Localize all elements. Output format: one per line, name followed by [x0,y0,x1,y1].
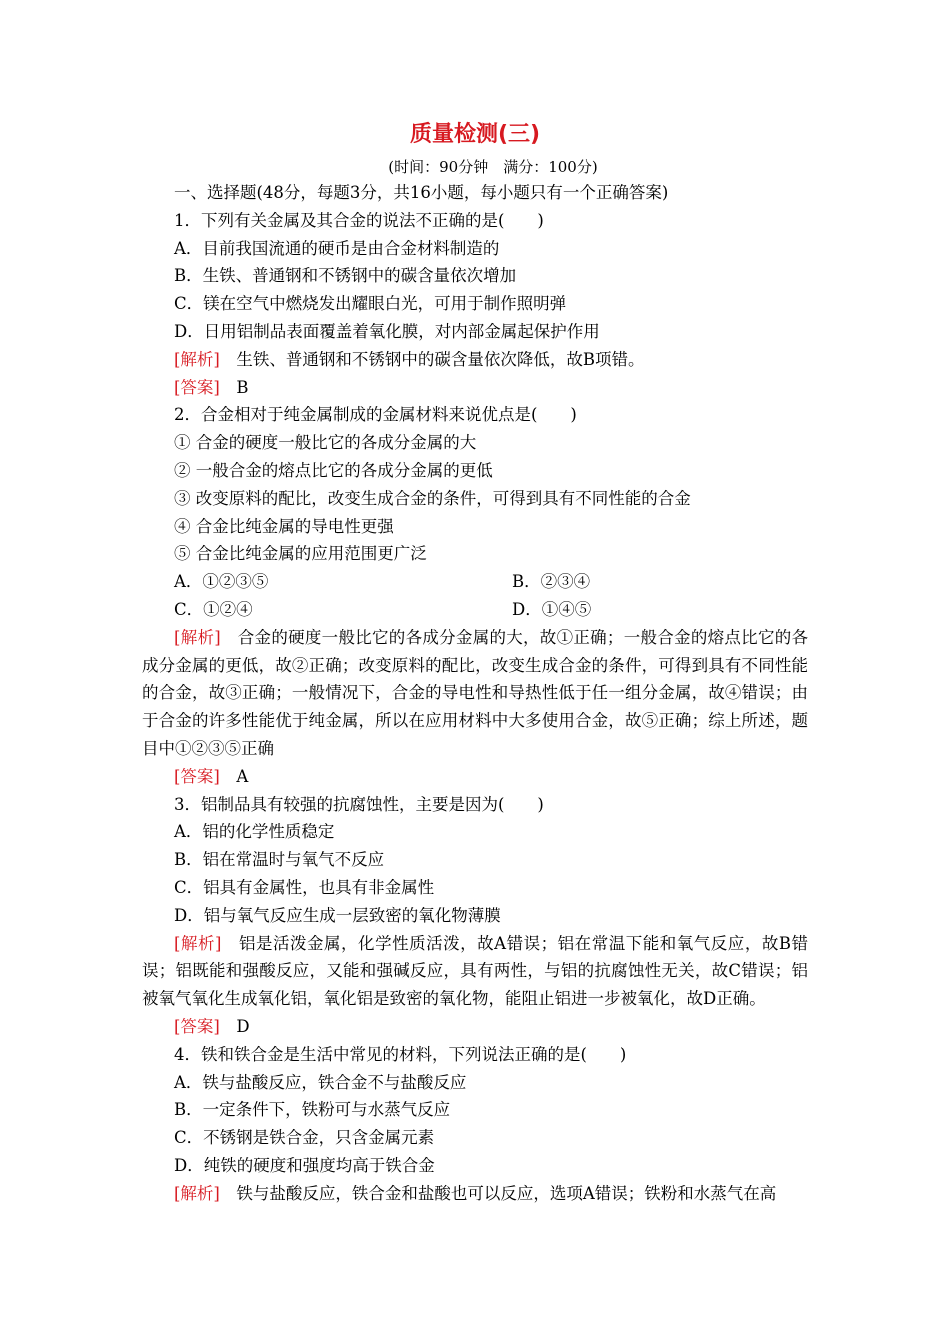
answer-tag: [答案] [174,1016,220,1036]
document-body [142,179,808,1207]
question-2-statement-5: ⑤ 合金比纯金属的应用范围更广泛 [174,544,427,564]
answer-text: B [219,377,249,397]
answer-text: A [219,766,249,786]
analysis-text: 铁与盐酸反应，铁合金和盐酸也可以反应，选项A错误；铁粉和水蒸气在高 [219,1183,777,1203]
answer-tag: [答案] [174,377,220,397]
question-4-option-a: A．铁与盐酸反应，铁合金不与盐酸反应 [174,1072,467,1092]
question-2-option-a: A．①②③⑤ [174,572,269,592]
question-2-statement-1: ① 合金的硬度一般比它的各成分金属的大 [174,433,477,453]
question-3-option-d: D．铝与氧气反应生成一层致密的氧化物薄膜 [174,905,501,925]
analysis-tag: [解析] [174,1183,220,1203]
question-2-option-d: D．①④⑤ [512,599,592,619]
question-2-option-c: C．①②④ [174,599,253,619]
question-2-option-b: B．②③④ [512,572,591,592]
question-3-option-a: A．铝的化学性质稳定 [174,822,335,842]
question-4-option-c: C．不锈钢是铁合金，只含金属元素 [174,1128,435,1148]
analysis-text: 合金的硬度一般比它的各成分金属的大，故①正确；一般合金的熔点比它的各成分金属的更低，故②正确；改变原料的配比，改变生成合金的条件，可得到具有不同性能的合金，故③正确；一般情况下，合金的导电性和导热性低于任一组分金属，故④错误；由于合金的许多性能优于纯金属，所以在应用材料中大多使用合金，故⑤正确；综上所述，题目中①②③⑤正确 [142,627,809,758]
question-2-analysis [142,624,808,763]
question-3-stem: 3．铝制品具有较强的抗腐蚀性，主要是因为( ) [174,794,544,814]
question-1-option-c: C．镁在空气中燃烧发出耀眼白光，可用于制作照明弹 [174,294,567,314]
page-title: 质量检测(三) [409,122,541,147]
question-3-analysis [142,930,808,1013]
question-1-option-a: A．目前我国流通的硬币是由合金材料制造的 [174,238,500,258]
answer-text: D [219,1016,250,1036]
question-1-analysis [142,346,808,374]
question-3-option-c: C．铝具有金属性，也具有非金属性 [174,877,435,897]
question-1-option-d: D．日用铝制品表面覆盖着氧化膜，对内部金属起保护作用 [174,321,600,341]
question-2-options-cd [142,596,808,624]
section-heading: 一、选择题(48分，每题3分，共16小题，每小题只有一个正确答案) [174,183,669,202]
analysis-tag: [解析] [174,933,222,953]
question-2-options-ab [142,568,808,596]
analysis-tag: [解析] [174,349,220,369]
question-2-statement-2: ② 一般合金的熔点比它的各成分金属的更低 [174,460,493,480]
question-2-statement-3: ③ 改变原料的配比，改变生成合金的条件，可得到具有不同性能的合金 [174,488,691,508]
question-2-answer [142,763,808,791]
question-4-analysis [142,1180,808,1208]
question-3-answer [142,1013,808,1041]
question-1-stem: 1．下列有关金属及其合金的说法不正确的是( ) [174,210,544,230]
analysis-text: 生铁、普通钢和不锈钢中的碳含量依次降低，故B项错。 [219,349,645,369]
analysis-text: 铝是活泼金属，化学性质活泼，故A错误；铝在常温下能和氧气反应，故B错误；铝既能和强酸反应，又能和强碱反应，具有两性，与铝的抗腐蚀性无关，故C错误；铝被氧气氧化生成氧化铝，氧化铝是致密的氧化物，能阻止铝进一步被氧化，故D正确。 [142,933,808,1009]
question-2-stem: 2．合金相对于纯金属制成的金属材料来说优点是( ) [174,405,577,425]
question-2-statement-4: ④ 合金比纯金属的导电性更强 [174,516,394,536]
analysis-tag: [解析] [174,627,221,647]
question-4-option-d: D．纯铁的硬度和强度均高于铁合金 [174,1155,435,1175]
question-1-option-b: B．生铁、普通钢和不锈钢中的碳含量依次增加 [174,266,517,286]
question-1-answer [142,374,808,402]
question-4-stem: 4．铁和铁合金是生活中常见的材料，下列说法正确的是( ) [174,1044,627,1064]
answer-tag: [答案] [174,766,220,786]
exam-info: (时间：90分钟 满分：100分) [388,158,598,176]
question-3-option-b: B．铝在常温时与氧气不反应 [174,850,385,870]
question-4-option-b: B．一定条件下，铁粉可与水蒸气反应 [174,1100,451,1120]
